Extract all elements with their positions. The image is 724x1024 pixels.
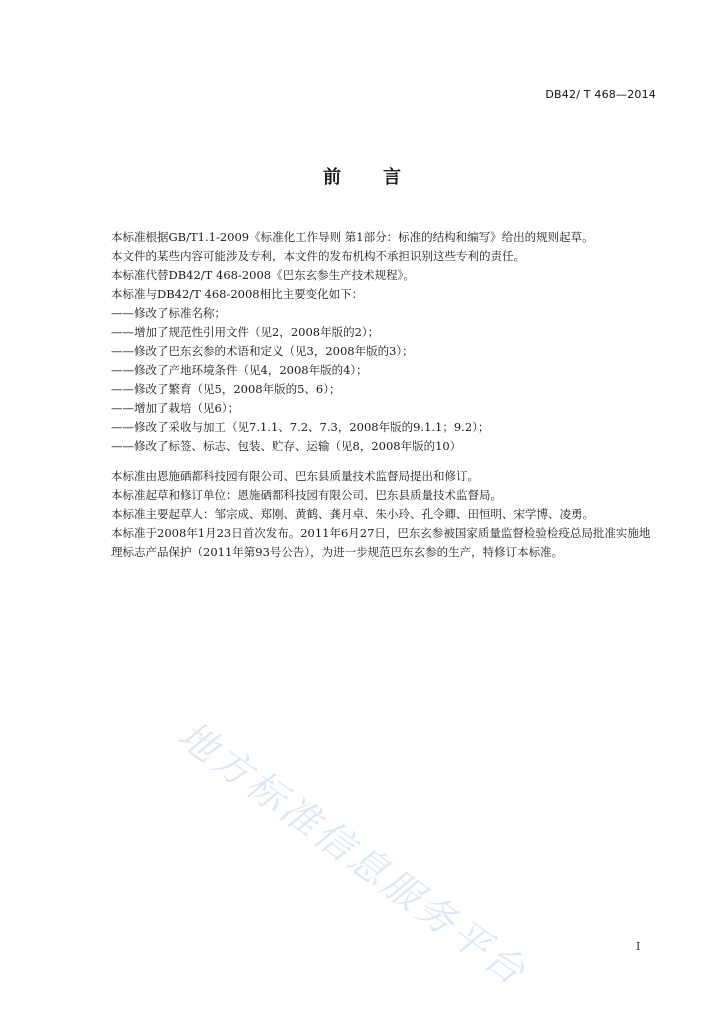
paragraph: 本标准根据GB/T1.1-2009《标准化工作导则 第1部分：标准的结构和编写》给出的规则起草。 [111,230,594,244]
paragraph: 本标准主要起草人：邹宗成、郑刚、黄鹤、龚月卓、朱小玲、孔令卿、田恒明、宋学博、凌勇。 [111,507,594,521]
watermark: 地方标准信息服务平台 [170,712,536,996]
change-list-item: ——增加了栽培（见6）； [111,401,240,415]
page-title: 前言 [323,167,443,188]
paragraph: 本文件的某些内容可能涉及专利，本文件的发布机构不承担识别这些专利的责任。 [111,249,525,263]
body-section-2 [88,467,660,562]
change-list-item: ——修改了巴东玄参的术语和定义（见3，2008年版的3）； [111,344,414,358]
change-list-item: ——修改了繁育（见5，2008年版的5、6）； [111,382,341,396]
change-list-item: ——修改了标准名称； [111,306,226,320]
paragraph: 本标准起草和修订单位：恩施硒都科技园有限公司、巴东县质量技术监督局。 [111,488,502,502]
change-list-item: ——修改了采收与加工（见7.1.1、7.2、7.3，2008年版的9.1.1；9.2）； [111,420,490,434]
change-list-item: ——增加了规范性引用文件（见2，2008年版的2）； [111,325,380,339]
paragraph: 本标准于2008年1月23日首次发布。2011年6月27日，巴东玄参被国家质量监督检验检疫总局批准实施地理标志产品保护（2011年第93号公告），为进一步规范巴东玄参的生产，特修订本标准。 [111,526,651,559]
paragraph: 本标准与DB42/T 468-2008相比主要变化如下： [111,287,364,301]
paragraph: 本标准由恩施硒都科技园有限公司、巴东县质量技术监督局提出和修订。 [111,469,479,483]
body-section-1 [88,228,660,456]
document-code: DB42/ T 468—2014 [545,88,656,101]
change-list-item: ——修改了产地环境条件（见4，2008年版的4）； [111,363,368,377]
page-number: I [636,940,641,953]
paragraph: 本标准代替DB42/T 468-2008《巴东玄参生产技术规程》。 [111,268,415,282]
change-list-item: ——修改了标签、标志、包装、贮存、运输（见8，2008年版的10） [111,439,462,453]
